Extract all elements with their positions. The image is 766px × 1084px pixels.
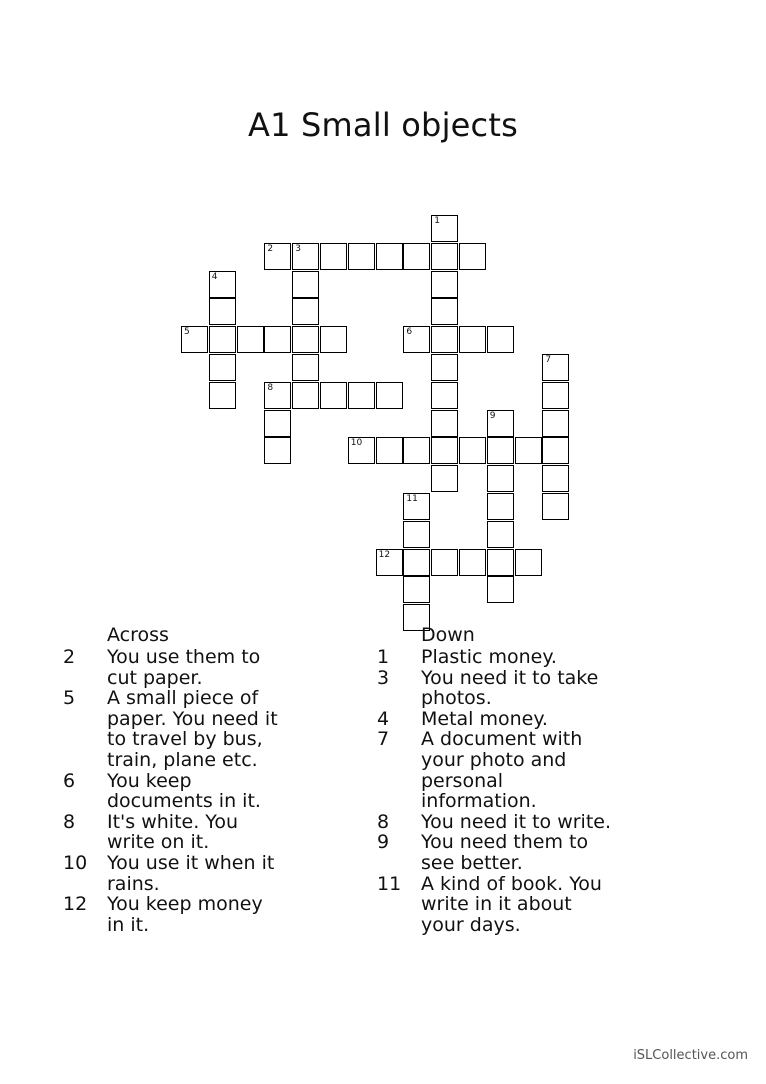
cell-number: 7: [545, 355, 552, 365]
grid-cell[interactable]: [209, 298, 236, 325]
grid-cell[interactable]: [264, 243, 291, 270]
clue-text: A small piece of paper. You need it to travel by bus, train, plane etc.: [107, 687, 278, 771]
grid-cell[interactable]: [403, 549, 430, 576]
clue-text: A document with your photo and personal information.: [421, 728, 583, 813]
clue-number: 5: [63, 687, 76, 710]
grid-cell[interactable]: [431, 271, 458, 298]
clue-number: 4: [377, 707, 390, 730]
grid-cell[interactable]: [487, 326, 514, 353]
grid-cell[interactable]: [431, 298, 458, 325]
grid-cell[interactable]: [209, 354, 236, 381]
grid-cell[interactable]: [515, 437, 542, 464]
cell-number: 5: [184, 327, 190, 338]
grid-cell[interactable]: [348, 243, 375, 270]
across-clue: [63, 894, 353, 935]
grid-cell[interactable]: [376, 382, 403, 409]
across-clue: [63, 688, 353, 770]
clue-number: 3: [377, 666, 390, 689]
grid-cell[interactable]: [431, 437, 458, 464]
grid-cell[interactable]: [542, 493, 569, 520]
grid-cell[interactable]: [403, 326, 430, 353]
down-clue: [377, 874, 677, 936]
grid-cell[interactable]: [431, 549, 458, 576]
clue-text: You need it to write.: [421, 810, 611, 833]
cell-number: 3: [295, 243, 301, 254]
cell-number: 10: [350, 438, 363, 449]
across-heading: Across: [107, 624, 169, 646]
clue-text: Plastic money.: [421, 646, 557, 668]
grid-cell[interactable]: [487, 521, 514, 548]
grid-cell[interactable]: [487, 576, 514, 603]
cell-number: 2: [267, 243, 274, 254]
grid-cell[interactable]: [487, 465, 514, 492]
grid-cell[interactable]: [459, 243, 486, 270]
across-clue: [63, 647, 353, 688]
cell-number: 11: [406, 494, 418, 504]
grid-cell[interactable]: [376, 437, 403, 464]
grid-cell[interactable]: [292, 382, 319, 409]
down-clue: [377, 832, 677, 873]
grid-cell[interactable]: [459, 549, 486, 576]
down-clue-list: [377, 647, 677, 935]
grid-cell[interactable]: [264, 410, 291, 437]
grid-cell[interactable]: [487, 410, 514, 437]
grid-cell[interactable]: [431, 465, 458, 492]
down-clue: [377, 812, 677, 833]
grid-cell[interactable]: [403, 576, 430, 603]
grid-cell[interactable]: [237, 326, 264, 353]
clue-number: 2: [63, 646, 76, 668]
across-clue: [63, 853, 353, 894]
grid-cell[interactable]: [487, 437, 514, 464]
grid-cell[interactable]: [459, 437, 486, 464]
footer-watermark: iSLCollective.com: [633, 1048, 748, 1063]
grid-cell[interactable]: [264, 326, 291, 353]
grid-cell[interactable]: [320, 243, 347, 270]
clue-text: It's white. You write on it.: [107, 810, 239, 854]
grid-cell[interactable]: [515, 549, 542, 576]
grid-cell[interactable]: [292, 354, 319, 381]
grid-cell[interactable]: [542, 354, 569, 381]
grid-cell[interactable]: [487, 549, 514, 576]
grid-cell[interactable]: [209, 326, 236, 353]
cell-number: 8: [267, 382, 274, 393]
clue-number: 10: [63, 851, 88, 874]
cell-number: 12: [378, 549, 391, 560]
grid-cell[interactable]: [431, 354, 458, 381]
grid-cell[interactable]: [264, 382, 291, 409]
grid-cell[interactable]: [431, 326, 458, 353]
clue-number: 6: [63, 769, 76, 792]
grid-cell[interactable]: [431, 382, 458, 409]
cell-number: 1: [434, 216, 440, 226]
grid-cell[interactable]: [320, 326, 347, 353]
grid-cell[interactable]: [459, 326, 486, 353]
clue-text: You use it when it rains.: [107, 851, 275, 895]
clue-number: 7: [377, 728, 390, 751]
grid-cell[interactable]: [431, 215, 458, 242]
grid-cell[interactable]: [348, 382, 375, 409]
clue-text: Metal money.: [421, 707, 548, 730]
grid-cell[interactable]: [292, 271, 319, 298]
clue-number: 8: [63, 810, 76, 833]
clue-number: 11: [377, 872, 402, 895]
grid-cell[interactable]: [542, 437, 569, 464]
grid-cell[interactable]: [431, 410, 458, 437]
grid-cell[interactable]: [431, 243, 458, 270]
worksheet-title: A1 Small objects: [248, 106, 518, 144]
grid-cell[interactable]: [403, 493, 430, 520]
grid-cell[interactable]: [542, 382, 569, 409]
clue-number: 1: [377, 646, 390, 668]
cell-number: 9: [489, 410, 496, 421]
grid-cell[interactable]: [403, 243, 430, 270]
grid-cell[interactable]: [181, 326, 208, 353]
cell-number: 6: [406, 327, 413, 338]
across-clue-list: [63, 647, 353, 935]
grid-cell[interactable]: [376, 243, 403, 270]
grid-cell[interactable]: [487, 493, 514, 520]
clue-text: You keep money in it.: [107, 893, 263, 936]
grid-cell[interactable]: [542, 410, 569, 437]
clue-text: You use them to cut paper.: [107, 646, 261, 689]
across-clue: [63, 771, 353, 812]
down-clue: [377, 668, 677, 709]
clue-text: A kind of book. You write in it about your days.: [421, 872, 602, 936]
grid-cell[interactable]: [292, 243, 319, 270]
clue-number: 9: [377, 831, 390, 854]
down-clue: [377, 647, 677, 668]
across-clue: [63, 812, 353, 853]
clue-text: You keep documents in it.: [107, 769, 261, 813]
grid-cell[interactable]: [376, 549, 403, 576]
grid-cell[interactable]: [209, 382, 236, 409]
grid-cell[interactable]: [403, 521, 430, 548]
down-clue: [377, 729, 677, 811]
down-heading: Down: [421, 624, 475, 646]
grid-cell[interactable]: [542, 465, 569, 492]
clue-text: You need them to see better.: [421, 831, 589, 874]
grid-cell[interactable]: [320, 382, 347, 409]
clue-number: 8: [377, 810, 390, 833]
clue-number: 12: [63, 893, 88, 916]
clue-text: You need it to take photos.: [421, 666, 599, 710]
grid-cell[interactable]: [209, 271, 236, 298]
grid-cell[interactable]: [403, 437, 430, 464]
grid-cell[interactable]: [348, 437, 375, 464]
cell-number: 4: [211, 271, 218, 282]
grid-cell[interactable]: [292, 326, 319, 353]
grid-cell[interactable]: [264, 437, 291, 464]
grid-cell[interactable]: [292, 298, 319, 325]
down-clue: [377, 709, 677, 730]
